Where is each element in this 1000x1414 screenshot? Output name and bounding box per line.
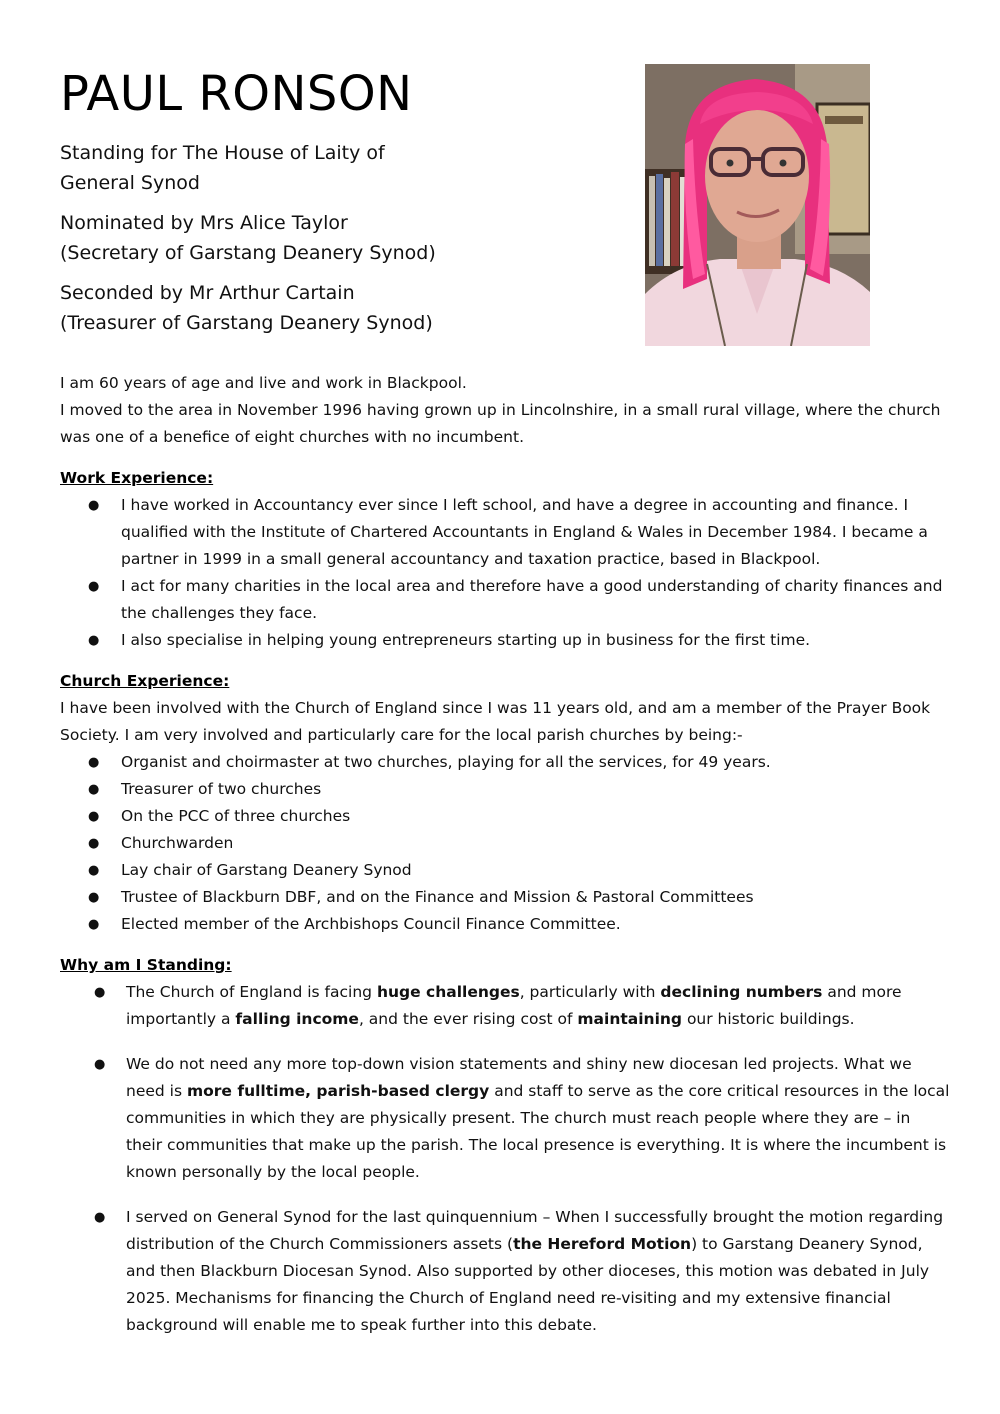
intro-line-2: I moved to the area in November 1996 having grown up in Lincolnshire, in a small rural village, where the church was one of a benefice of eight churches with no incumbent.: [60, 401, 941, 446]
standing-line-2: General Synod: [60, 172, 200, 194]
list-item: [60, 911, 950, 938]
intro-line-1: I am 60 years of age and live and work in Blackpool.: [60, 374, 467, 392]
statement-body: [60, 370, 950, 1339]
list-item: [60, 492, 950, 573]
list-item: [60, 803, 950, 830]
why-item-3-text: I served on General Synod for the last quinquennium – When I successfully brought the motion regarding distribution of the Church Commissioners assets (the Hereford Motion) to Garstang Deanery Synod, and then Blackburn Diocesan Synod. Also supported by other dioceses, this motion was debated in July 2025. Mechanisms for financing the Church of England need re-visiting and my extensive financial background will enable me to speak further into this debate.: [126, 1208, 944, 1334]
bullet-icon: ●: [88, 633, 100, 648]
bullet-icon: ●: [88, 498, 100, 513]
bullet-icon: ●: [88, 579, 100, 594]
bullet-icon: ●: [88, 782, 100, 797]
bullet-icon: ●: [88, 890, 100, 905]
list-item: [60, 884, 950, 911]
list-item: [60, 857, 950, 884]
bullet-icon: ●: [94, 985, 106, 1000]
portrait-illustration: [645, 64, 870, 346]
list-item: [60, 979, 950, 1033]
list-item-text: Elected member of the Archbishops Council Finance Committee.: [121, 915, 621, 933]
work-experience-list: [60, 492, 950, 654]
bullet-icon: ●: [94, 1210, 106, 1225]
list-item: [60, 627, 950, 654]
list-item-text: I have worked in Accountancy ever since I left school, and have a degree in accounting and finance. I qualified with the Institute of Chartered Accountants in England & Wales in December 1984. I became a partner in 1999 in a small general accountancy and taxation practice, based in Blackpool.: [121, 496, 928, 568]
candidate-details: [60, 138, 620, 348]
candidate-photo: [645, 64, 870, 346]
why-item-2-text: We do not need any more top-down vision statements and shiny new diocesan led projects. What we need is more fulltime, parish-based clergy and staff to serve as the core critical resources in the local communities in which they are physically present. The church must reach people where they are – in their communities that make up the parish. The local presence is everything. It is where the incumbent is known personally by the local people.: [126, 1055, 950, 1181]
bullet-icon: ●: [88, 836, 100, 851]
why-item-1-text: The Church of England is facing huge challenges, particularly with declining numbers and more importantly a falling income, and the ever rising cost of maintaining our historic buildings.: [126, 983, 902, 1028]
list-item-text: Treasurer of two churches: [121, 780, 322, 798]
seconded-line-2: (Treasurer of Garstang Deanery Synod): [60, 312, 433, 334]
why-standing-list: [60, 979, 950, 1339]
church-experience-heading: Church Experience:: [60, 672, 230, 690]
list-item: [60, 830, 950, 857]
bullet-icon: ●: [94, 1057, 106, 1072]
church-experience-intro: I have been involved with the Church of England since I was 11 years old, and am a member of the Prayer Book Society. I am very involved and particularly care for the local parish churches by being:-: [60, 699, 931, 744]
list-item: [60, 1204, 950, 1339]
nominated-by: [60, 208, 620, 268]
list-item: [60, 749, 950, 776]
list-item-text: Churchwarden: [121, 834, 234, 852]
list-item-text: Lay chair of Garstang Deanery Synod: [121, 861, 412, 879]
list-item-text: I also specialise in helping young entrepreneurs starting up in business for the first time.: [121, 631, 811, 649]
intro-section: [60, 370, 950, 451]
list-item: [60, 1051, 950, 1186]
list-item: [60, 776, 950, 803]
standing-for: [60, 138, 620, 198]
church-experience-list: [60, 749, 950, 938]
candidate-name: PAUL RONSON: [60, 66, 413, 122]
seconded-line-1: Seconded by Mr Arthur Cartain: [60, 282, 355, 304]
list-item: [60, 573, 950, 627]
bullet-icon: ●: [88, 755, 100, 770]
list-item-text: Organist and choirmaster at two churches, playing for all the services, for 49 years.: [121, 753, 771, 771]
why-standing-heading: Why am I Standing:: [60, 956, 232, 974]
list-item-text: On the PCC of three churches: [121, 807, 351, 825]
standing-line-1: Standing for The House of Laity of: [60, 142, 385, 164]
bullet-icon: ●: [88, 917, 100, 932]
list-item-text: I act for many charities in the local area and therefore have a good understanding of charity finances and the challenges they face.: [121, 577, 943, 622]
nominated-line-2: (Secretary of Garstang Deanery Synod): [60, 242, 436, 264]
nominated-line-1: Nominated by Mrs Alice Taylor: [60, 212, 348, 234]
bullet-icon: ●: [88, 863, 100, 878]
list-item-text: Trustee of Blackburn DBF, and on the Finance and Mission & Pastoral Committees: [121, 888, 754, 906]
bullet-icon: ●: [88, 809, 100, 824]
work-experience-heading: Work Experience:: [60, 469, 214, 487]
seconded-by: [60, 278, 620, 338]
